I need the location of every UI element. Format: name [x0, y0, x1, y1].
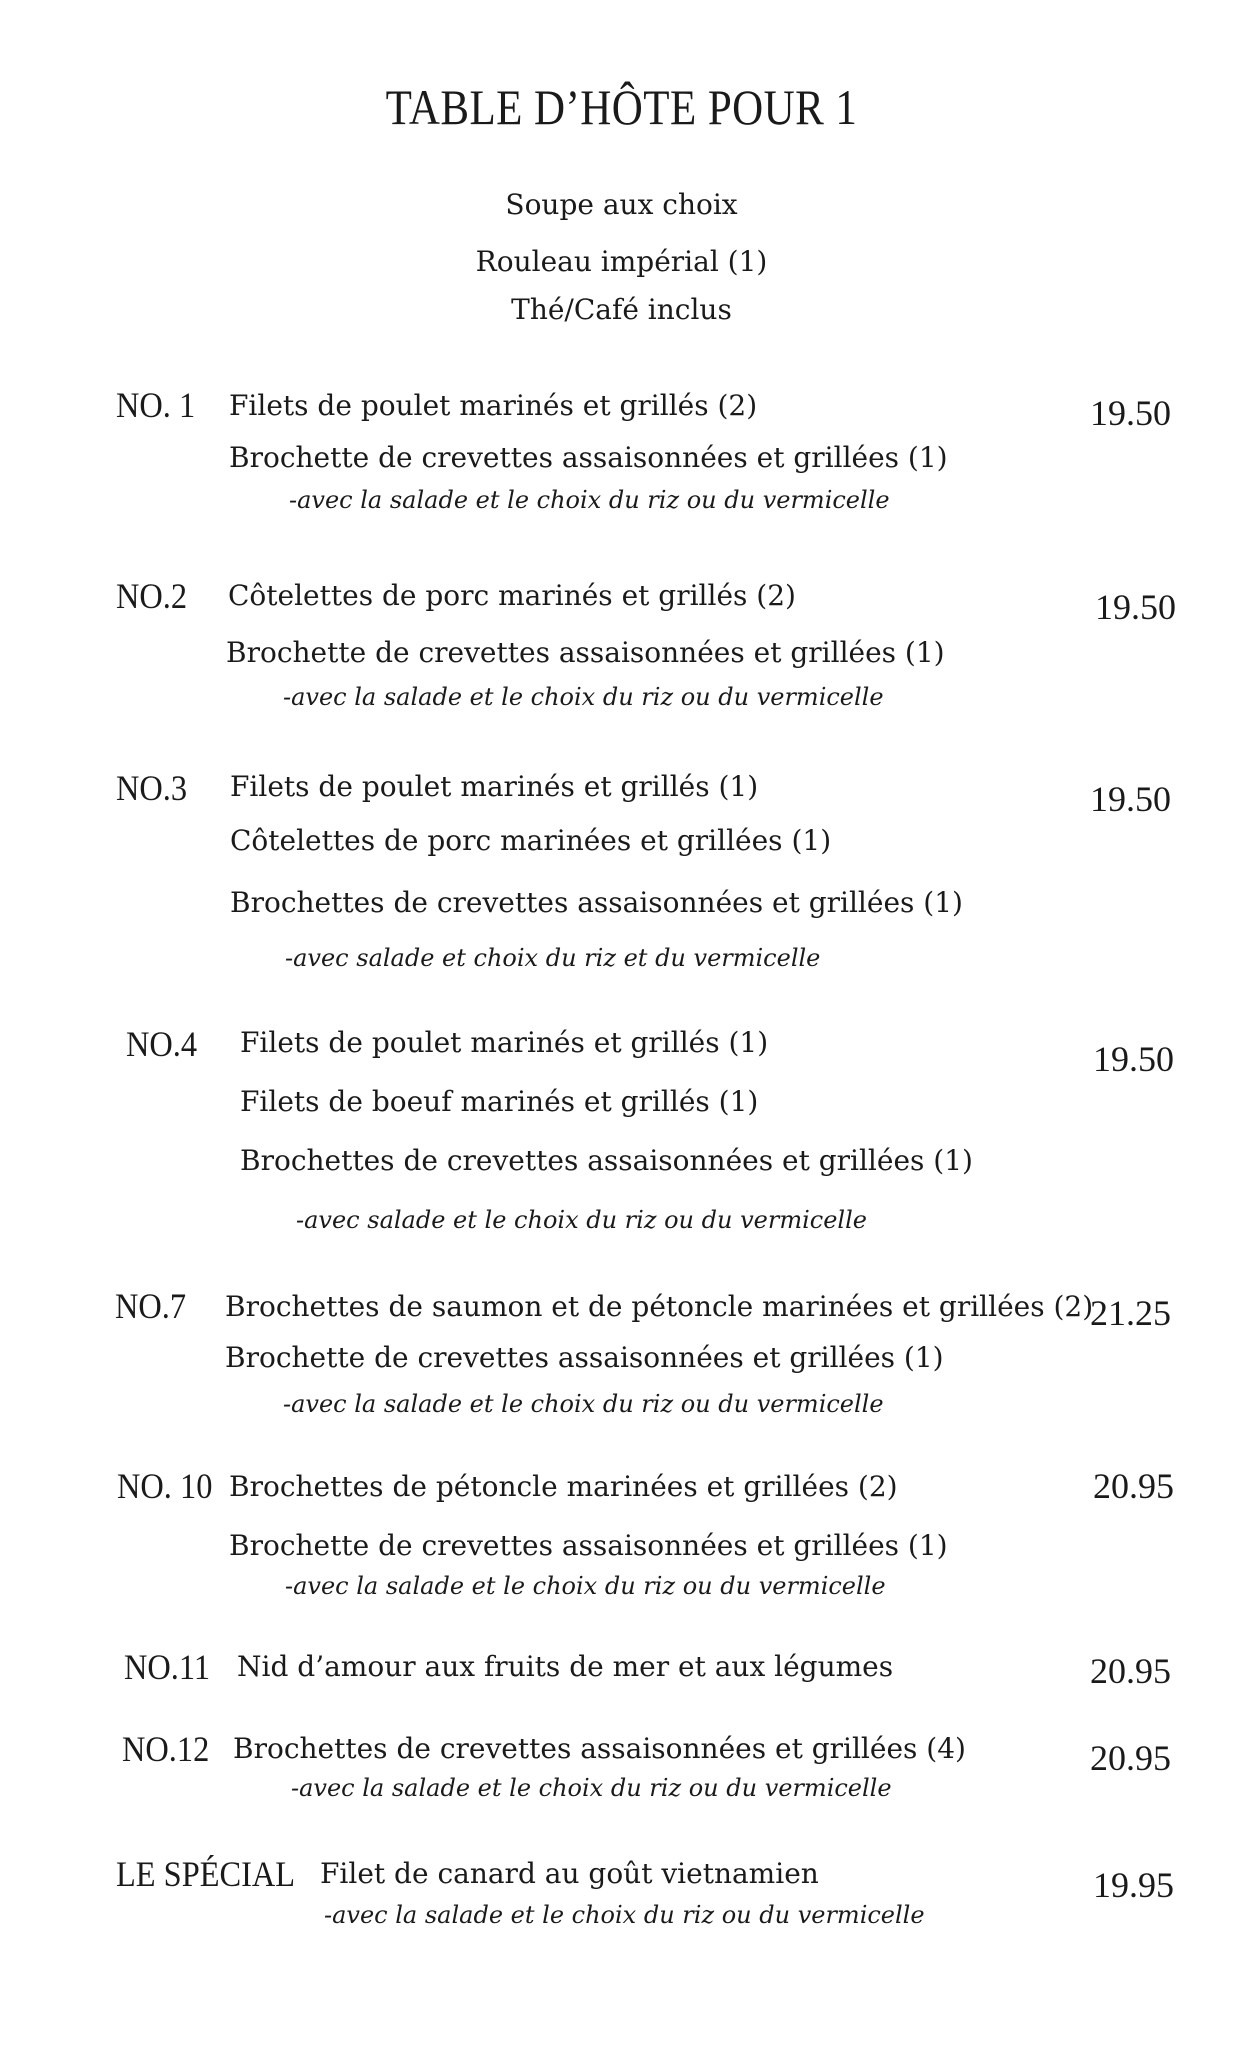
item-price: 19.50: [1093, 1039, 1174, 1079]
item-price: 19.50: [1090, 393, 1171, 433]
item-line: Côtelettes de porc marinées et grillées (1): [230, 824, 832, 857]
item-note: -avec salade et le choix du riz ou du vermicelle: [296, 1206, 867, 1234]
item-line: Brochettes de crevettes assaisonnées et grillées (4): [233, 1732, 966, 1765]
item-price: 20.95: [1090, 1738, 1171, 1778]
item-line: Filets de poulet marinés et grillés (2): [229, 389, 758, 422]
item-note: -avec salade et choix du riz et du vermicelle: [285, 944, 821, 972]
item-line: Brochettes de pétoncle marinées et grillées (2): [229, 1470, 898, 1503]
item-price: 19.50: [1090, 779, 1171, 819]
item-number: NO.4: [126, 1024, 198, 1064]
intro-tea-coffee: Thé/Café inclus: [511, 293, 732, 326]
item-note: -avec la salade et le choix du riz ou du vermicelle: [285, 1572, 886, 1600]
item-number: NO.12: [122, 1729, 210, 1769]
item-line: Filets de poulet marinés et grillés (1): [230, 770, 759, 803]
item-note: -avec la salade et le choix du riz ou du vermicelle: [289, 486, 890, 514]
item-line: Brochettes de saumon et de pétoncle marinées et grillées (2): [225, 1290, 1094, 1323]
item-number: NO. 1: [116, 385, 196, 425]
item-line: Filet de canard au goût vietnamien: [320, 1857, 819, 1890]
item-note: -avec la salade et le choix du riz ou du vermicelle: [291, 1774, 892, 1802]
item-note: -avec la salade et le choix du riz ou du vermicelle: [283, 1390, 884, 1418]
item-price: 19.50: [1095, 587, 1176, 627]
item-line: Filets de poulet marinés et grillés (1): [240, 1026, 769, 1059]
item-number: NO.7: [115, 1286, 187, 1326]
item-price: 19.95: [1093, 1865, 1174, 1905]
item-price: 20.95: [1090, 1651, 1171, 1691]
item-line: Brochette de crevettes assaisonnées et grillées (1): [225, 1341, 944, 1374]
item-note: -avec la salade et le choix du riz ou du vermicelle: [324, 1901, 925, 1929]
item-line: Brochette de crevettes assaisonnées et grillées (1): [226, 636, 945, 669]
item-number: NO.3: [116, 768, 188, 808]
intro-soup: Soupe aux choix: [505, 188, 738, 221]
item-line: Brochette de crevettes assaisonnées et grillées (1): [229, 1529, 948, 1562]
item-number: NO.2: [116, 576, 188, 616]
item-note: -avec la salade et le choix du riz ou du vermicelle: [283, 683, 884, 711]
item-line: Côtelettes de porc marinés et grillés (2): [228, 579, 796, 612]
item-line: Brochettes de crevettes assaisonnées et grillées (1): [230, 886, 963, 919]
intro-imperial-roll: Rouleau impérial (1): [475, 245, 768, 278]
item-line: Brochettes de crevettes assaisonnées et grillées (1): [240, 1144, 973, 1177]
item-number: NO. 10: [117, 1466, 213, 1506]
item-number: LE SPÉCIAL: [116, 1854, 296, 1894]
item-price: 20.95: [1093, 1466, 1174, 1506]
item-price: 21.25: [1090, 1293, 1171, 1333]
item-number: NO.11: [124, 1647, 211, 1687]
item-line: Nid d’amour aux fruits de mer et aux légumes: [237, 1650, 894, 1683]
item-line: Filets de boeuf marinés et grillés (1): [240, 1085, 759, 1118]
item-line: Brochette de crevettes assaisonnées et grillées (1): [229, 441, 948, 474]
menu-title: TABLE D’HÔTE POUR 1: [385, 79, 858, 135]
